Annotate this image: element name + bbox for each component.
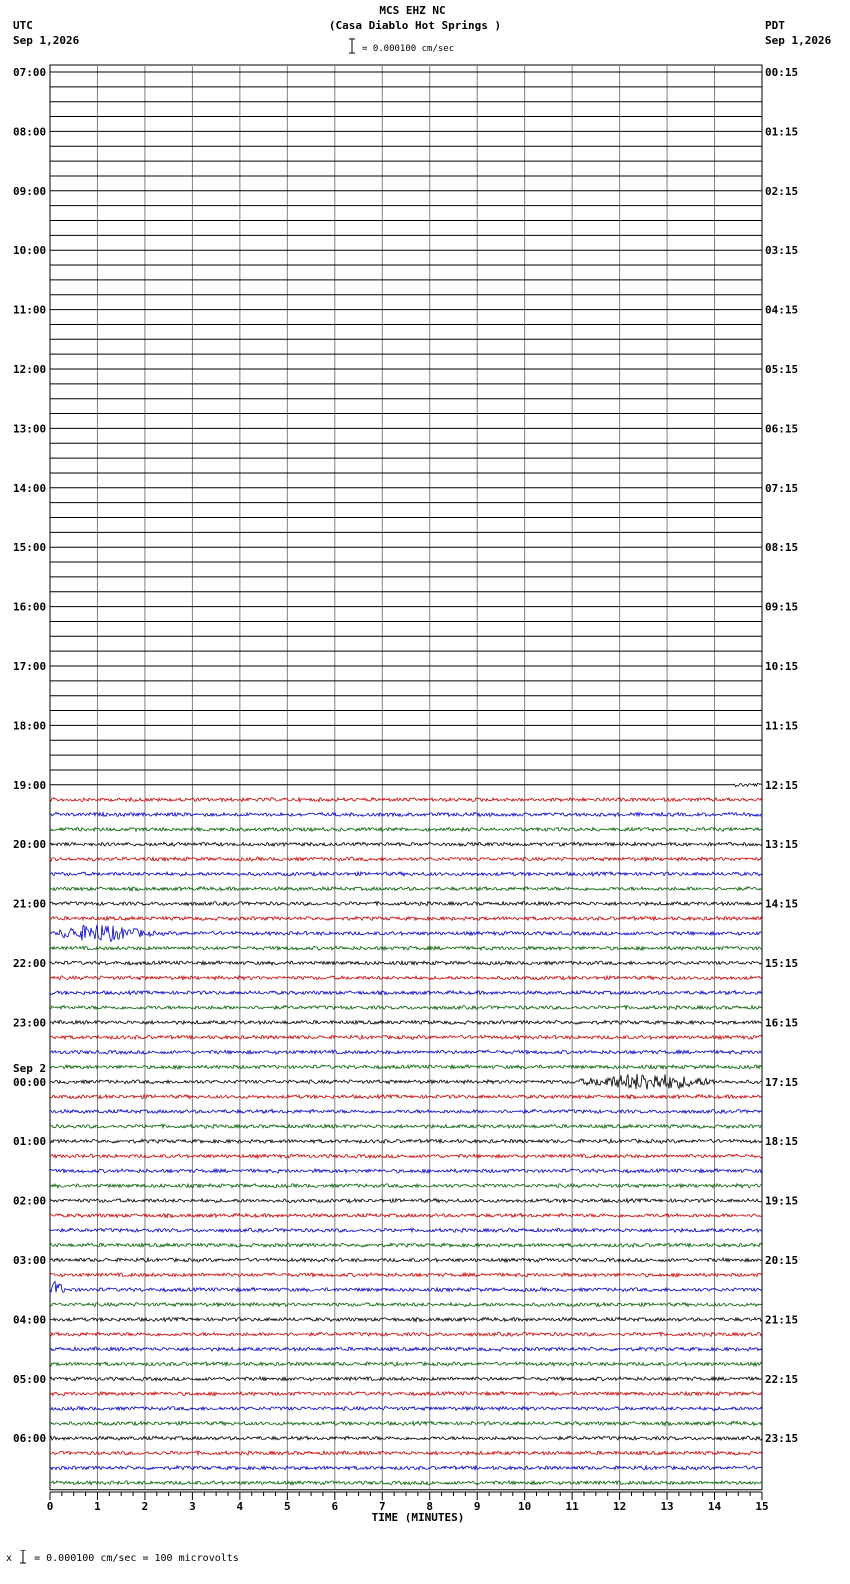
pdt-time-label: 02:15 — [765, 184, 799, 198]
pdt-time-label: 08:15 — [765, 541, 799, 555]
trace-line — [50, 917, 762, 921]
utc-time-label: 00:00 — [13, 1075, 47, 1089]
trace-line — [50, 798, 762, 802]
left-timezone: UTC — [13, 19, 33, 32]
scale-text: = 0.000100 cm/sec — [362, 44, 455, 54]
pdt-time-label: 00:15 — [765, 66, 799, 79]
utc-time-label: 07:00 — [13, 66, 47, 79]
trace-group — [50, 72, 762, 1485]
trace-line — [50, 902, 762, 906]
x-tick-label: 5 — [284, 1500, 291, 1513]
trace-line — [50, 1407, 762, 1411]
pdt-time-label: 01:15 — [765, 125, 799, 139]
trace-line — [50, 1154, 762, 1158]
pdt-time-label: 12:15 — [765, 778, 799, 792]
pdt-time-label: 17:15 — [765, 1075, 799, 1089]
trace-line — [50, 1332, 762, 1336]
trace-line — [50, 1282, 762, 1293]
x-tick-label: 1 — [94, 1500, 101, 1513]
trace-line — [50, 1035, 762, 1039]
trace-line — [50, 872, 762, 876]
footer-prefix: x — [6, 1553, 13, 1564]
trace-line — [50, 991, 762, 995]
pdt-time-label: 11:15 — [765, 719, 799, 733]
trace-line — [50, 1392, 762, 1396]
trace-line — [734, 783, 762, 786]
trace-line — [50, 1109, 762, 1113]
x-tick-label: 6 — [331, 1500, 339, 1513]
trace-line — [50, 1199, 762, 1203]
pdt-time-label: 15:15 — [765, 957, 799, 970]
trace-line — [50, 976, 762, 980]
x-axis — [47, 1492, 769, 1524]
utc-time-label: 16:00 — [13, 600, 47, 614]
trace-line — [50, 1139, 762, 1143]
utc-time-label: 19:00 — [13, 778, 47, 792]
x-tick-label: 7 — [378, 1500, 386, 1513]
utc-time-label: 02:00 — [13, 1194, 47, 1208]
trace-line — [50, 1124, 762, 1128]
trace-line — [50, 842, 762, 846]
utc-time-label: 10:00 — [13, 244, 47, 258]
x-tick-label: 9 — [473, 1500, 481, 1513]
trace-line — [50, 1050, 762, 1054]
trace-line — [50, 1451, 762, 1455]
x-tick-label: 12 — [612, 1500, 627, 1513]
utc-time-label: 13:00 — [13, 422, 47, 436]
x-tick-label: 13 — [660, 1500, 674, 1513]
trace-line — [50, 812, 762, 816]
trace-line — [50, 1317, 762, 1321]
utc-time-label: 18:00 — [13, 719, 47, 733]
right-date: Sep 1,2026 — [765, 34, 832, 47]
pdt-time-label: 20:15 — [765, 1254, 799, 1267]
trace-line — [50, 1074, 762, 1090]
pdt-time-label: 19:15 — [765, 1194, 799, 1208]
utc-time-label: 01:00 — [13, 1135, 47, 1149]
footer-scale-text: = 0.000100 cm/sec = 100 microvolts — [34, 1553, 239, 1564]
utc-time-label: 23:00 — [13, 1016, 47, 1030]
utc-time-label: 12:00 — [13, 363, 47, 376]
trace-line — [50, 1243, 762, 1247]
utc-time-label: 05:00 — [13, 1372, 47, 1386]
station-title: MCS EHZ NC — [379, 4, 446, 17]
trace-line — [50, 1362, 762, 1366]
x-tick-label: 14 — [707, 1500, 722, 1513]
utc-time-label: 11:00 — [13, 303, 47, 317]
pdt-time-label: 04:15 — [765, 303, 799, 317]
trace-line — [50, 961, 762, 965]
pdt-time-label: 03:15 — [765, 244, 799, 258]
trace-line — [50, 946, 762, 950]
trace-line — [50, 1421, 762, 1425]
trace-line — [50, 887, 762, 891]
trace-line — [50, 1095, 762, 1099]
x-tick-label: 11 — [565, 1500, 579, 1513]
utc-time-label: 20:00 — [13, 838, 47, 852]
utc-time-label: 04:00 — [13, 1313, 47, 1327]
pdt-time-label: 13:15 — [765, 838, 799, 852]
trace-line — [50, 1006, 762, 1010]
footer-scale-bar-icon — [18, 1550, 28, 1564]
pdt-time-label: 18:15 — [765, 1135, 799, 1149]
pdt-time-label: 09:15 — [765, 600, 799, 614]
x-axis-title: TIME (MINUTES) — [371, 1511, 465, 1524]
x-tick-label: 0 — [46, 1500, 54, 1513]
left-date: Sep 1,2026 — [13, 34, 80, 47]
pdt-time-label: 21:15 — [765, 1313, 799, 1327]
trace-line — [50, 828, 762, 832]
utc-time-label: 15:00 — [13, 541, 47, 555]
trace-line — [50, 1169, 762, 1173]
utc-time-label: 06:00 — [13, 1432, 47, 1446]
trace-line — [50, 1228, 762, 1232]
pdt-time-label: 10:15 — [765, 660, 799, 673]
x-tick-label: 2 — [141, 1500, 149, 1513]
pdt-time-label: 22:15 — [765, 1372, 799, 1386]
pdt-time-label: 07:15 — [765, 481, 799, 495]
utc-time-label: 08:00 — [13, 125, 47, 139]
station-location: (Casa Diablo Hot Springs ) — [328, 19, 502, 32]
pdt-time-label: 05:15 — [765, 363, 799, 376]
utc-time-label: 17:00 — [13, 660, 47, 673]
scale-bar-icon — [349, 39, 454, 54]
trace-line — [50, 1213, 762, 1217]
pdt-time-label: 16:15 — [765, 1016, 799, 1030]
x-tick-label: 3 — [189, 1500, 196, 1513]
trace-line — [50, 1481, 762, 1485]
pdt-time-label: 06:15 — [765, 422, 799, 436]
x-tick-label: 15 — [755, 1500, 769, 1513]
trace-line — [50, 1184, 762, 1188]
trace-line — [50, 1377, 762, 1381]
trace-line — [50, 1065, 762, 1069]
trace-line — [50, 1273, 762, 1277]
utc-date-label: Sep 2 — [13, 1061, 47, 1075]
utc-time-label: 21:00 — [13, 897, 47, 911]
trace-line — [50, 1436, 762, 1440]
utc-time-label: 14:00 — [13, 481, 47, 495]
trace-line — [50, 1347, 762, 1351]
x-tick-label: 4 — [236, 1500, 244, 1513]
trace-line — [50, 1303, 762, 1307]
right-timezone: PDT — [765, 19, 785, 32]
trace-line — [50, 1020, 762, 1024]
utc-time-label: 09:00 — [13, 184, 47, 198]
x-tick-label: 8 — [426, 1500, 434, 1513]
trace-line — [50, 1466, 762, 1470]
utc-time-label: 03:00 — [13, 1254, 47, 1267]
trace-line — [50, 1258, 762, 1262]
trace-line — [50, 925, 762, 942]
footer-scale — [6, 1550, 239, 1564]
trace-line — [50, 857, 762, 861]
pdt-time-label: 23:15 — [765, 1432, 799, 1446]
utc-time-label: 22:00 — [13, 957, 47, 970]
x-tick-label: 10 — [518, 1500, 532, 1513]
pdt-time-label: 14:15 — [765, 897, 799, 911]
